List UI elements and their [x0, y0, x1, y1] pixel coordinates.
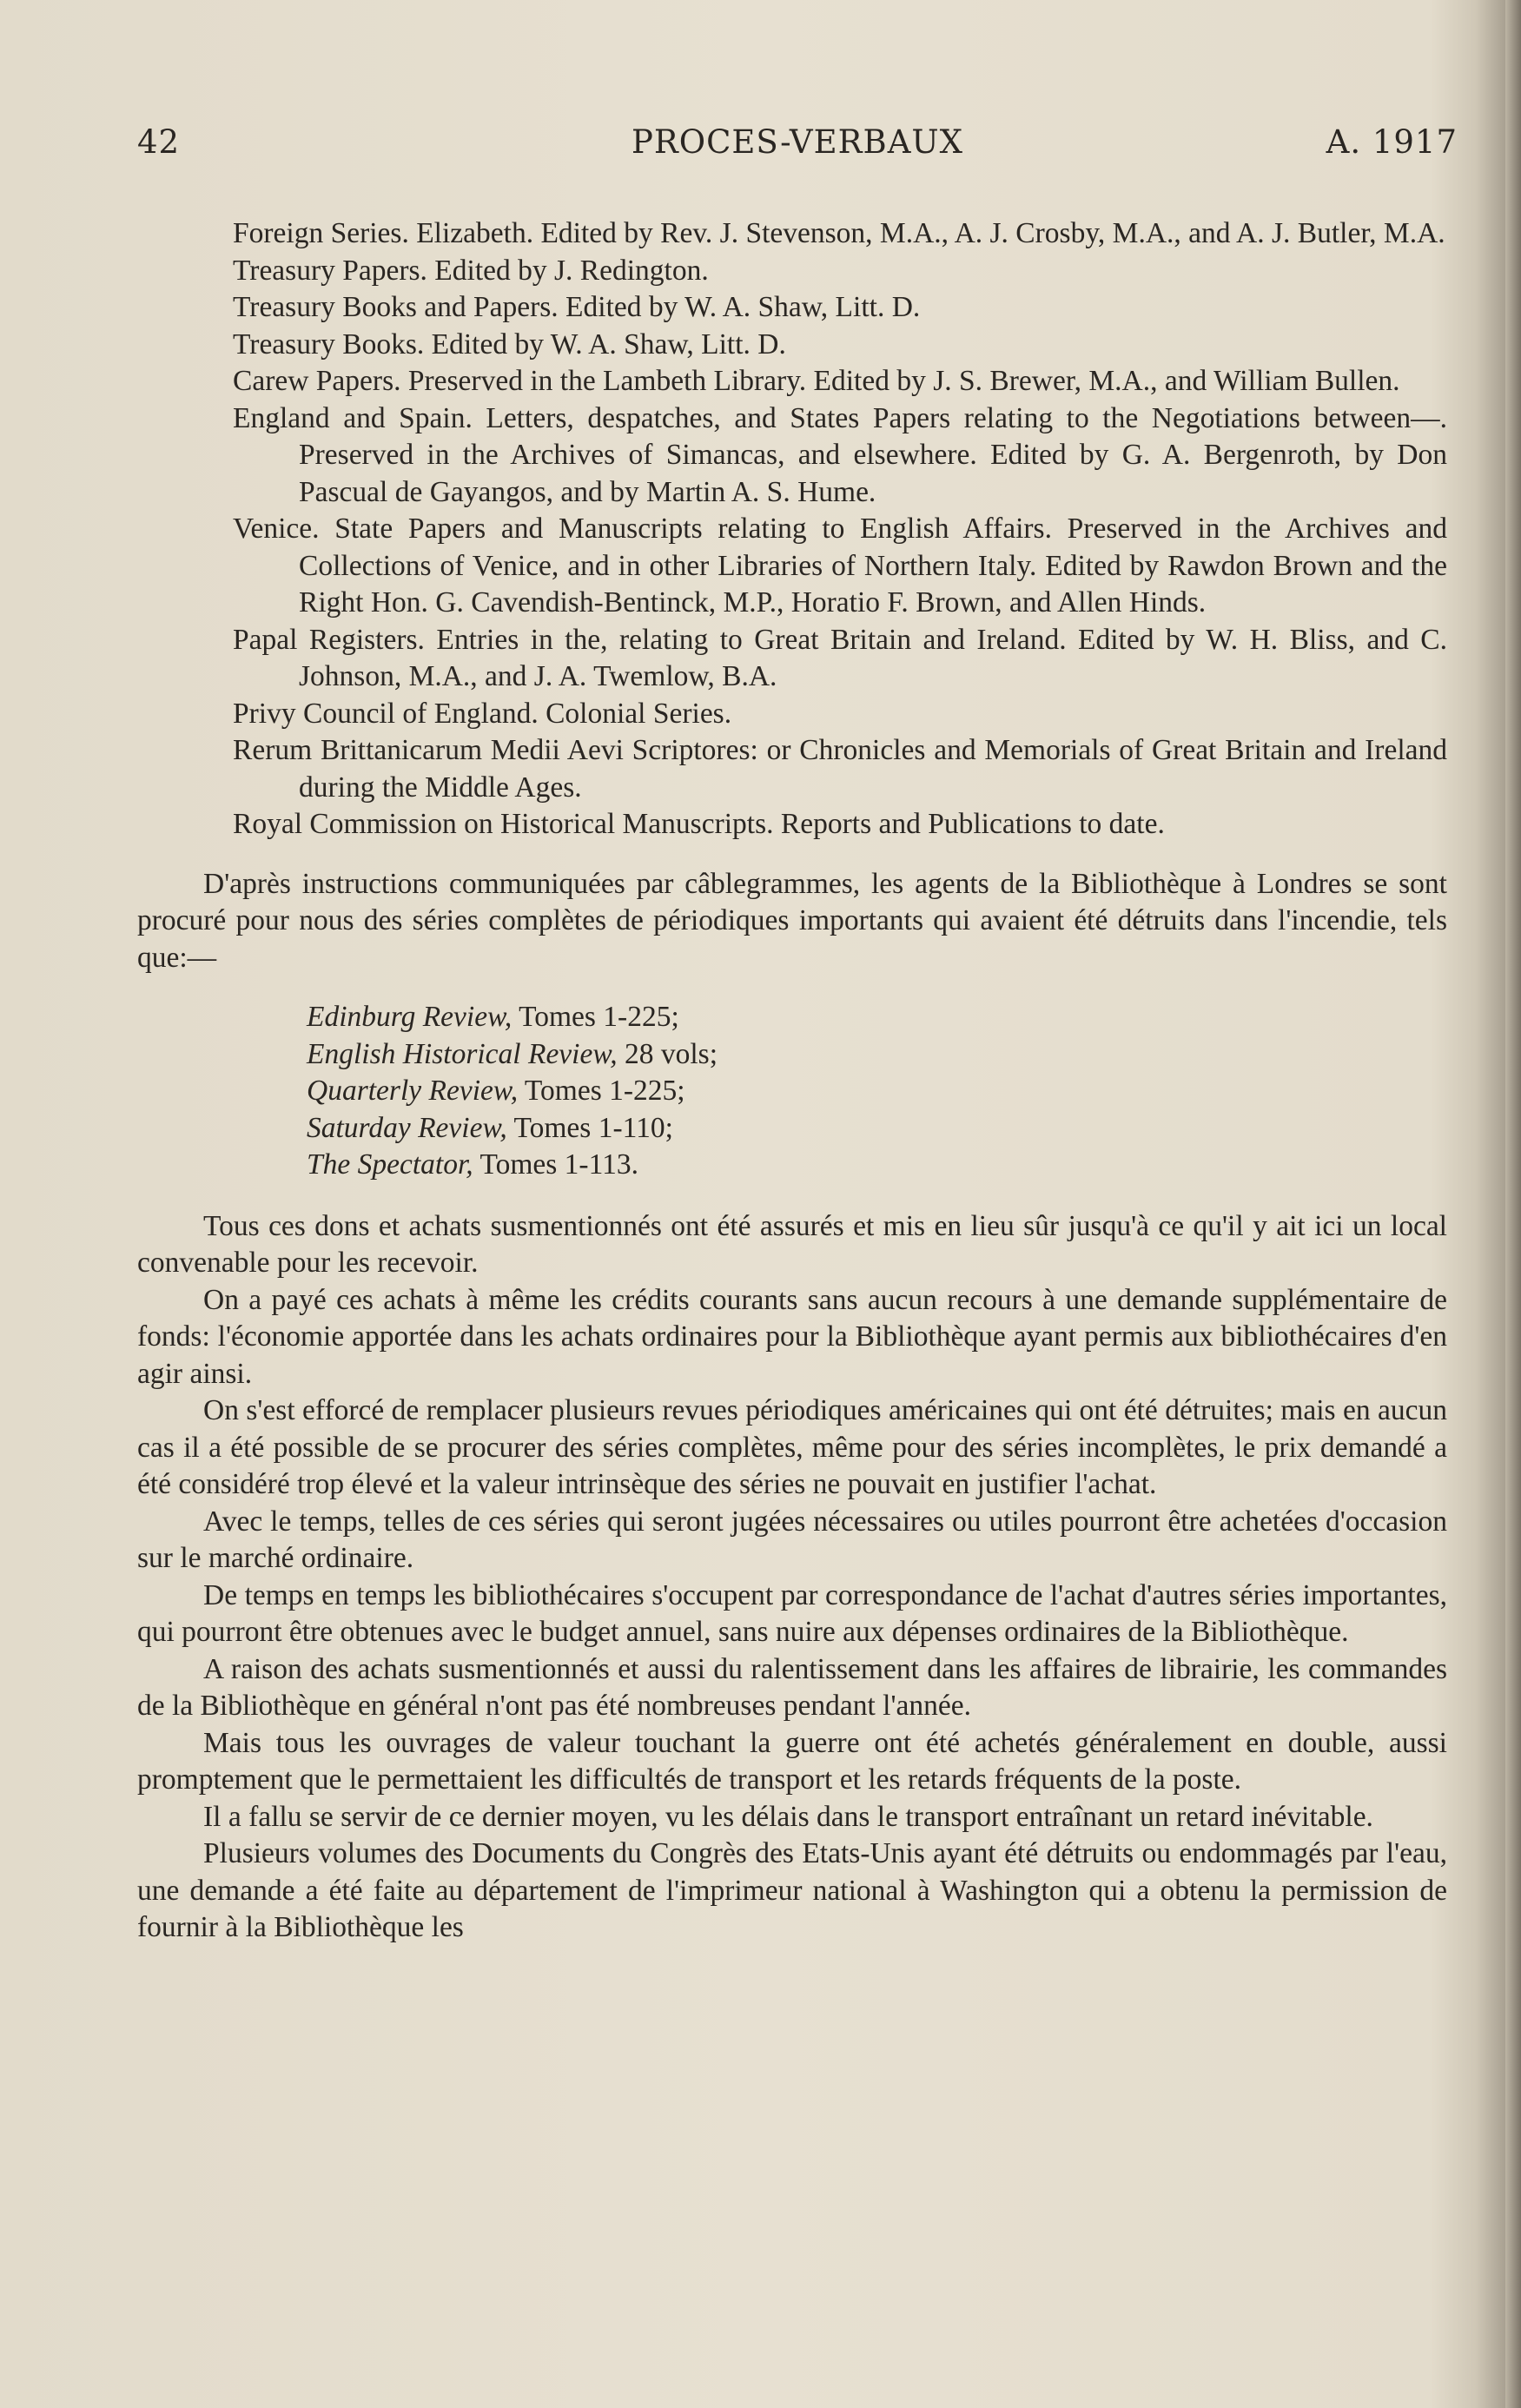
body-paragraph: Tous ces dons et achats susmentionnés ont été assurés et mis en lieu sûr jusqu'à ce qu'il y ait ici un local convenable pour les recevoir. — [137, 1209, 1447, 1279]
body-paragraph: A raison des achats susmentionnés et aussi du ralentissement dans les affaires de librairie, les commandes de la Bibliothèque en général n'ont pas été nombreuses pendant l'année. — [137, 1652, 1447, 1722]
periodical-title: Edinburg Review, — [307, 1001, 513, 1033]
periodical-item — [307, 1073, 1447, 1110]
reference-item: Royal Commission on Historical Manuscripts. Reports and Publications to date. — [233, 808, 1165, 840]
periodical-item — [307, 1110, 1447, 1148]
reference-item: Privy Council of England. Colonial Series. — [233, 697, 732, 730]
periodical-title: Saturday Review, — [307, 1111, 507, 1144]
body-paragraph: Avec le temps, telles de ces séries qui seront jugées nécessaires ou utiles pourront être achetées d'occasion sur le marché ordinaire. — [137, 1505, 1447, 1574]
body-paragraph: Il a fallu se servir de ce dernier moyen, vu les délais dans le transport entraînant un retard inévitable. — [203, 1800, 1373, 1833]
running-header — [137, 123, 1458, 167]
page-edge-shadow — [1505, 0, 1521, 2408]
reference-item: Venice. State Papers and Manuscripts relating to English Affairs. Preserved in the Archives and Collections of Venice, and in other Libraries of Northern Italy. Edited by Rawdon Brown and the Right Hon. G. Cavendish-Bentinck, M.P., Horatio F. Brown, and Allen Hinds. — [233, 513, 1447, 619]
reference-item: Papal Registers. Entries in the, relating to Great Britain and Ireland. Edited by W. H. Bliss, and C. Johnson, M.A., and J. A. Twemlow, B.A. — [233, 623, 1447, 692]
body-paragraph: Plusieurs volumes des Documents du Congrès des Etats-Unis ayant été détruits ou endommagés par l'eau, une demande a été faite au département de l'imprimeur national à Washington qui a obtenu la permission de fournir à la Bibliothèque les — [137, 1837, 1447, 1943]
periodical-volumes: 28 vols; — [624, 1037, 718, 1070]
reference-list — [233, 215, 1447, 843]
periodical-title: The Spectator, — [307, 1148, 473, 1181]
periodicals-list — [307, 999, 1447, 1184]
reference-item: Carew Papers. Preserved in the Lambeth Library. Edited by J. S. Brewer, M.A., and William Bullen. — [233, 365, 1400, 397]
periodical-item — [307, 1036, 1447, 1074]
body-paragraph: De temps en temps les bibliothécaires s'occupent par correspondance de l'achat d'autres séries importantes, qui pourront être obtenues avec le budget annuel, sans nuire aux dépenses ordinaires de la Bibliothèque. — [137, 1578, 1447, 1648]
periodical-volumes: Tomes 1-225; — [524, 1075, 685, 1107]
reference-item: Treasury Papers. Edited by J. Redington. — [233, 254, 709, 287]
reference-item: Treasury Books and Papers. Edited by W. A. Shaw, Litt. D. — [233, 291, 921, 323]
intro-paragraph: D'après instructions communiquées par câblegrammes, les agents de la Bibliothèque à Londres se sont procuré pour nous des séries complètes de périodiques importants qui avaient été détruits dans l'incendie, tels que:— — [137, 867, 1447, 974]
periodical-item — [307, 1147, 1447, 1184]
periodical-volumes: Tomes 1-110; — [513, 1111, 673, 1144]
running-title: PROCES-VERBAUX — [632, 123, 963, 161]
reference-item: Rerum Brittanicarum Medii Aevi Scriptores: or Chronicles and Memorials of Great Britain and Ireland during the Middle Ages. — [233, 734, 1447, 804]
body-paragraph: On a payé ces achats à même les crédits courants sans aucun recours à une demande supplémentaire de fonds: l'économie apportée dans les achats ordinaires pour la Bibliothèque ayant permis aux bibliothécaires d'en agir ainsi. — [137, 1283, 1447, 1390]
reference-item: Treasury Books. Edited by W. A. Shaw, Litt. D. — [233, 327, 786, 361]
body-paragraph: On s'est efforcé de remplacer plusieurs revues périodiques américaines qui ont été détruites; mais en aucun cas il a été possible de se procurer des séries complètes, même pour des séries incomplètes, le prix demandé a été considéré trop élevé et la valeur intrinsèque des séries ne pouvait en justifier l'achat. — [137, 1394, 1447, 1500]
page-number: 42 — [137, 123, 181, 161]
body-paragraph: Mais tous les ouvrages de valeur touchant la guerre ont été achetés généralement en double, aussi promptement que le permettaient les difficultés de transport et les retards fréquents de la poste. — [137, 1726, 1447, 1796]
periodical-volumes: Tomes 1-113. — [479, 1148, 638, 1181]
periodical-title: Quarterly Review, — [307, 1075, 519, 1107]
periodical-volumes: Tomes 1-225; — [519, 1001, 679, 1033]
header-year: A. 1917 — [1326, 123, 1458, 161]
reference-item: Foreign Series. Elizabeth. Edited by Rev. J. Stevenson, M.A., A. J. Crosby, M.A., and A. J. Butler, M.A. — [233, 217, 1445, 249]
periodical-item — [307, 999, 1447, 1036]
page-body — [137, 215, 1447, 1947]
periodical-title: English Historical Review, — [307, 1037, 618, 1070]
reference-item: England and Spain. Letters, despatches, and States Papers relating to the Negotiations between—. Preserved in the Archives of Simancas, and elsewhere. Edited by G. A. Bergenroth, by Don Pascual de Gayangos, and by Martin A. S. Hume. — [233, 401, 1447, 508]
